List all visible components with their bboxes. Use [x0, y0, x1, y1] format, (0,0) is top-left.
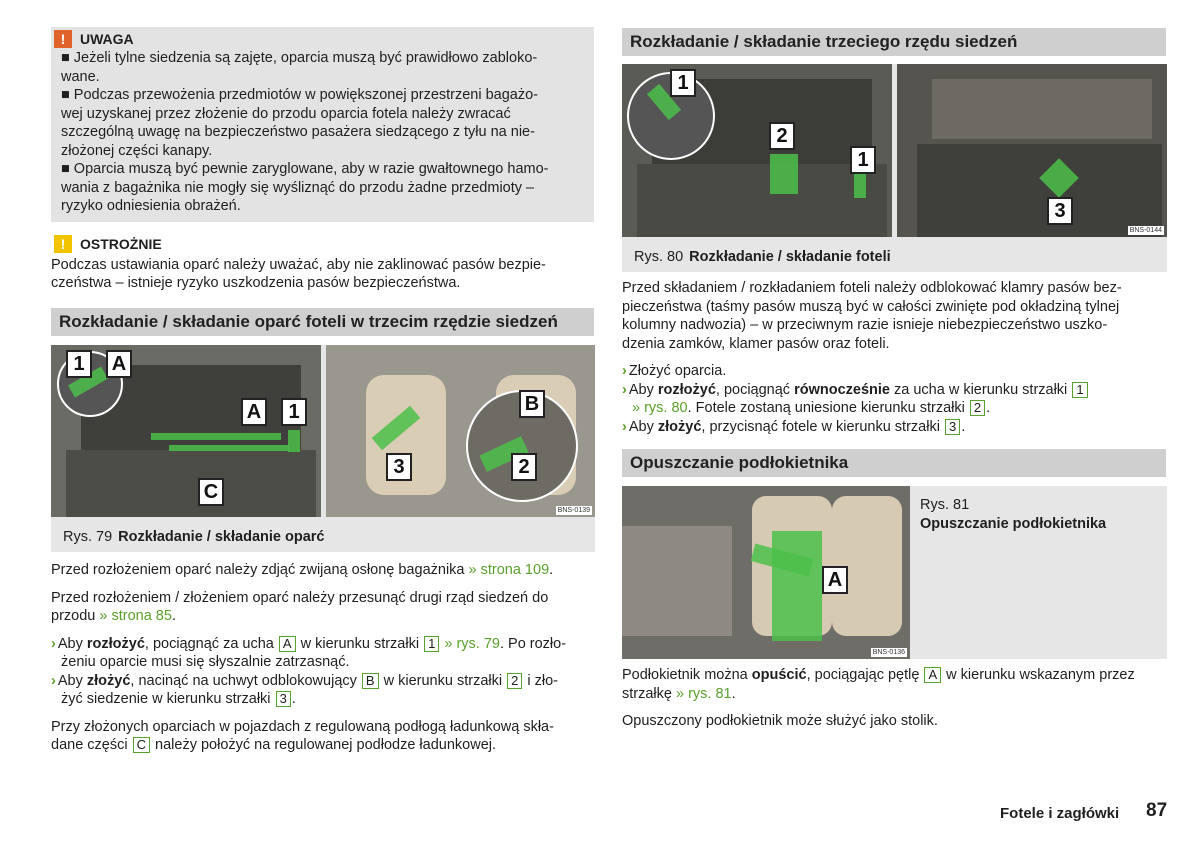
- callout-A: A: [241, 398, 267, 426]
- step-item: [622, 381, 1167, 418]
- text: Złożyć oparcia.: [628, 363, 727, 379]
- text: , pociągając pętlę: [806, 667, 920, 683]
- text: opuścić: [751, 667, 807, 683]
- figure-code: BNS-0139: [557, 507, 590, 514]
- label-box: 2: [507, 673, 522, 689]
- figure-code: BNS-0144: [1129, 227, 1162, 234]
- armrest-photo: [622, 486, 910, 659]
- text: równocześnie: [794, 381, 890, 398]
- label-box: 3: [945, 419, 960, 435]
- text: Aby: [628, 418, 654, 435]
- trunk-photo: [622, 64, 892, 237]
- chevron-right-icon: ›: [51, 672, 56, 689]
- figure-80: [622, 64, 1167, 272]
- caution-title: OSTROŻNIE: [80, 236, 162, 252]
- figure-title: Rozkładanie / składanie foteli: [689, 249, 891, 265]
- page-link[interactable]: » strona 109: [468, 562, 550, 578]
- text: . Po rozło-: [499, 635, 567, 652]
- warning-line: szczególną uwagę na bezpieczeństwo pasażera siedzącego z tyłu na nie-: [61, 124, 535, 140]
- text: rozłożyć: [657, 381, 716, 398]
- warning-text: [61, 49, 591, 216]
- label-box: 1: [424, 636, 439, 652]
- step-item: [51, 635, 596, 672]
- step-item: [622, 418, 1167, 437]
- text: Przed rozłożeniem / złożeniem oparć należy przesunąć drugi rząd siedzeń do: [51, 589, 549, 606]
- caution-block: [51, 235, 596, 293]
- section1-body: [51, 561, 596, 755]
- text: .: [291, 691, 296, 707]
- paragraph: [51, 589, 596, 626]
- text-line: dzenia zamków, klamer pasów oraz foteli.: [622, 335, 890, 352]
- text: Przed rozłożeniem oparć należy zdjąć zwijaną osłonę bagażnika: [51, 562, 465, 578]
- warning-line: ■ Oparcia muszą być pewnie zaryglowane, aby w razie gwałtownego hamo-: [61, 161, 549, 177]
- page-link[interactable]: » strona 85: [99, 608, 172, 624]
- label-box: B: [362, 673, 379, 689]
- text: strzałkę: [622, 685, 672, 702]
- chevron-right-icon: ›: [51, 635, 56, 652]
- figure-title: Opuszczanie podłokietnika: [920, 515, 1107, 532]
- exclamation-icon: !: [54, 30, 72, 48]
- warning-header: [54, 30, 134, 49]
- section-heading: Rozkładanie / składanie trzeciego rzędu siedzeń: [622, 28, 1166, 56]
- step-item: [51, 672, 596, 709]
- warning-line: ■ Podczas przewożenia przedmiotów w powiększonej przestrzeni bagażo-: [61, 87, 539, 103]
- figure-title: Rozkładanie / składanie oparć: [118, 529, 325, 545]
- text: , pociągnąć za ucha: [144, 635, 274, 652]
- section-heading: Opuszczanie podłokietnika: [622, 449, 1166, 477]
- callout-2: 2: [511, 453, 537, 481]
- figure-link[interactable]: » rys. 80: [632, 400, 688, 416]
- warning-line: wania z bagażnika nie mogły się wyśliznąć do przodu żadne przedmioty –: [61, 179, 535, 196]
- text: .: [986, 400, 991, 416]
- trunk-photo-2: [897, 64, 1167, 237]
- step-item: [622, 362, 1167, 381]
- callout-3: 3: [1047, 197, 1073, 225]
- text: , przycisnąć fotele w kierunku strzałki: [701, 418, 940, 435]
- label-box: 2: [970, 400, 985, 416]
- figure-79: [51, 345, 595, 552]
- text: dane części: [51, 737, 128, 753]
- figure-link[interactable]: » rys. 81: [676, 685, 732, 702]
- callout-1: 1: [670, 69, 696, 97]
- text: .: [549, 562, 554, 578]
- warning-title: UWAGA: [80, 31, 134, 47]
- label-box: C: [133, 737, 150, 753]
- text-line: kolumny nadwozia) – w przeciwnym razie isnieje niebezpieczeństwo uszko-: [622, 317, 1108, 333]
- caution-header: [54, 235, 596, 254]
- callout-1: 1: [281, 398, 307, 426]
- callout-1: 1: [66, 350, 92, 378]
- text: .: [961, 418, 966, 435]
- label-box: A: [924, 667, 941, 683]
- section2-body: [622, 279, 1167, 436]
- text: złożyć: [657, 418, 702, 435]
- text: Aby: [57, 635, 83, 652]
- warning-line: złożonej części kanapy.: [61, 142, 213, 159]
- trunk-photo: [51, 345, 321, 517]
- paragraph: [51, 561, 596, 580]
- paragraph: Opuszczony podłokietnik może służyć jako stolik.: [622, 713, 938, 729]
- callout-2: 2: [769, 122, 795, 150]
- text: Aby: [57, 672, 83, 689]
- chevron-right-icon: ›: [622, 418, 627, 435]
- figure-number: Rys. 79: [63, 529, 113, 545]
- warning-line: wane.: [61, 68, 100, 85]
- text: żeniu oparcie musi się słyszalnie zatrzasnąć.: [61, 654, 350, 670]
- exclamation-icon: !: [54, 235, 72, 253]
- callout-1: 1: [850, 146, 876, 174]
- label-box: 1: [1072, 382, 1087, 398]
- text: za ucha w kierunku strzałki: [894, 381, 1068, 398]
- text-line: Przed składaniem / rozkładaniem foteli należy odblokować klamry pasów bez-: [622, 280, 1122, 296]
- text: żyć siedzenie w kierunku strzałki: [61, 691, 271, 707]
- figure-number: Rys. 81: [920, 497, 970, 513]
- warning-line: ■ Jeżeli tylne siedzenia są zajęte, oparcia muszą być prawidłowo zabloko-: [61, 50, 538, 66]
- callout-3: 3: [386, 453, 412, 481]
- page-number: 87: [1146, 800, 1168, 821]
- figure-link[interactable]: » rys. 79: [444, 635, 500, 652]
- label-box: 3: [276, 691, 291, 707]
- chevron-right-icon: ›: [622, 381, 627, 398]
- footer-chapter: Fotele i zagłówki: [1000, 805, 1120, 822]
- text: . Fotele zostaną uniesione kierunku strzałki: [687, 400, 965, 416]
- text: w kierunku strzałki: [383, 672, 503, 689]
- text: przodu: [51, 608, 96, 624]
- figure-81: [622, 486, 1167, 659]
- callout-A: A: [106, 350, 132, 378]
- callout-B: B: [519, 390, 545, 418]
- figure-number: Rys. 80: [634, 249, 684, 265]
- figure-code: BNS-0136: [872, 649, 905, 656]
- paragraph: [51, 718, 596, 755]
- warning-box: [51, 27, 594, 222]
- text: i zło-: [527, 672, 558, 689]
- text: Aby: [628, 381, 654, 398]
- text: .: [731, 685, 736, 702]
- text: złożyć: [86, 672, 131, 689]
- caution-line: Podczas ustawiania oparć należy uważać, aby nie zaklinować pasów bezpie-: [51, 256, 546, 273]
- figure-caption: [622, 242, 1167, 272]
- label-box: A: [279, 636, 296, 652]
- text: należy położyć na regulowanej podłodze ładunkowej.: [155, 737, 497, 753]
- text: w kierunku wskazanym przez: [946, 667, 1135, 683]
- text: , pociągnąć: [715, 381, 791, 398]
- callout-C: C: [198, 478, 224, 506]
- text: Przy złożonych oparciach w pojazdach z regulowaną podłogą ładunkową skła-: [51, 718, 554, 735]
- chevron-right-icon: ›: [622, 363, 627, 379]
- figure-caption: [920, 496, 1160, 533]
- text: .: [171, 608, 176, 624]
- text: w kierunku strzałki: [300, 635, 420, 652]
- callout-A: A: [822, 566, 848, 594]
- caution-line: czeństwa – istnieje ryzyko uszkodzenia pasów bezpieczeństwa.: [51, 275, 461, 291]
- warning-line: ryzyko odniesienia obrażeń.: [61, 198, 241, 214]
- section-heading: Rozkładanie / składanie oparć foteli w trzecim rzędzie siedzeń: [51, 308, 594, 336]
- section3-body: [622, 666, 1167, 731]
- text: , nacinąć na uchwyt odblokowujący: [130, 672, 357, 689]
- text: rozłożyć: [86, 635, 145, 652]
- warning-line: wej uzyskanej przez złożenie do przodu oparcia fotela należy zwracać: [61, 105, 511, 122]
- seat-photo: [326, 345, 595, 517]
- text-line: pieczeństwa (taśmy pasów muszą być w całości zwinięte pod okładziną tylnej: [622, 298, 1120, 315]
- figure-caption: [51, 522, 595, 552]
- paragraph: [622, 666, 1167, 703]
- text: Podłokietnik można: [622, 667, 748, 683]
